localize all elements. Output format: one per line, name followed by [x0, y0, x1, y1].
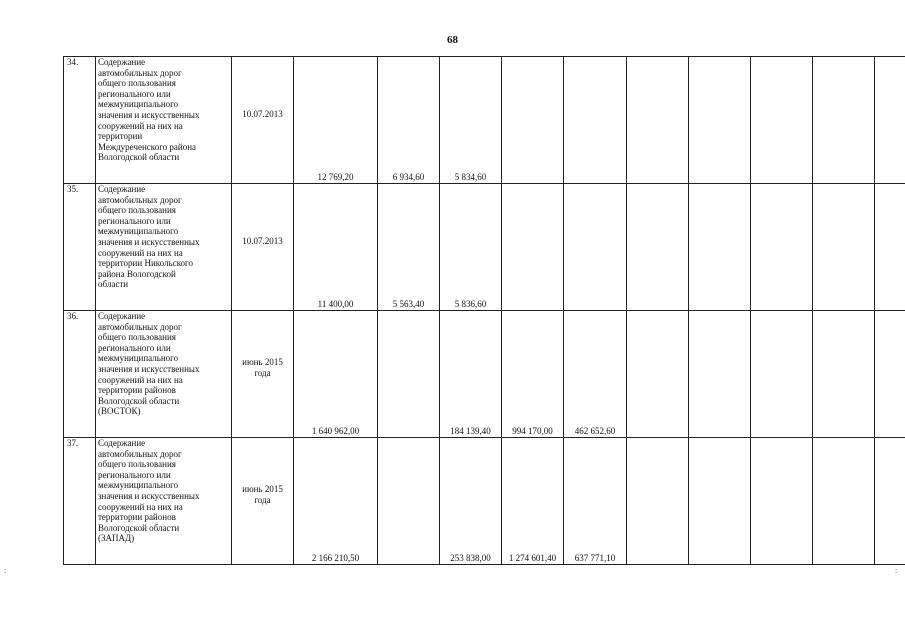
value-cell [813, 311, 875, 438]
value-cell [813, 57, 875, 184]
value-cell [751, 438, 813, 565]
value-cell [627, 184, 689, 311]
value-cell [751, 57, 813, 184]
value-cell: 11 400,00 [294, 184, 378, 311]
table-row [64, 438, 905, 565]
row-name-cell [96, 184, 232, 311]
value-cell: 253 838,00 [440, 438, 502, 565]
row-date: 10.07.2013 [242, 235, 283, 246]
row-name-cell [96, 311, 232, 438]
row-number: 37. [64, 438, 96, 565]
row-number: 34. [64, 57, 96, 184]
value-cell: 5 836,60 [440, 184, 502, 311]
row-name: Содержание автомобильных дорог общего пользования регионального или межмуниципального значения и искусственных сооружений на них на территории районов Вологодской области (ВОСТОК) [98, 311, 200, 417]
budget-table [63, 56, 905, 565]
scan-edge-mark-right: : [895, 566, 898, 575]
value-cell [689, 57, 751, 184]
value-cell: 994 170,00 [502, 311, 564, 438]
row-name: Содержание автомобильных дорог общего пользования регионального или межмуниципального значения и искусственных сооружений на них на территории Никольского района Вологодской области [98, 184, 200, 290]
row-date-cell [232, 57, 294, 184]
value-cell: 6 934,60 [378, 57, 440, 184]
row-name: Содержание автомобильных дорог общего пользования регионального или межмуниципального значения и искусственных сооружений на них на территории Междуреченского района Вологодской области [98, 57, 200, 163]
value-cell [813, 184, 875, 311]
value-cell [627, 438, 689, 565]
value-cell: 1 274 601,40 [502, 438, 564, 565]
value-cell [689, 311, 751, 438]
value-cell [689, 438, 751, 565]
value-cell: 184 139,40 [440, 311, 502, 438]
row-date: июнь 2015 года [242, 357, 283, 378]
value-cell [813, 438, 875, 565]
row-number: 36. [64, 311, 96, 438]
value-cell [378, 438, 440, 565]
value-cell [564, 184, 627, 311]
row-date: 10.07.2013 [242, 108, 283, 119]
value-cell [627, 311, 689, 438]
scan-edge-mark-left: : [4, 566, 7, 575]
value-cell [378, 311, 440, 438]
value-cell: 5 834,60 [440, 57, 502, 184]
row-date-cell [232, 438, 294, 565]
row-name-cell [96, 438, 232, 565]
row-date-cell [232, 311, 294, 438]
row-name-cell [96, 57, 232, 184]
value-cell [502, 57, 564, 184]
value-cell: 1 640 962,00 [294, 311, 378, 438]
row-date-cell [232, 184, 294, 311]
value-cell [875, 438, 905, 565]
value-cell [875, 184, 905, 311]
table-row [64, 184, 905, 311]
value-cell [564, 57, 627, 184]
row-number: 35. [64, 184, 96, 311]
row-date: июнь 2015 года [242, 484, 283, 505]
value-cell [875, 311, 905, 438]
value-cell [689, 184, 751, 311]
value-cell [502, 184, 564, 311]
value-cell: 12 769,20 [294, 57, 378, 184]
row-name: Содержание автомобильных дорог общего пользования регионального или межмуниципального значения и искусственных сооружений на них на территории районов Вологодской области (ЗАПАД) [98, 438, 200, 544]
table-row [64, 57, 905, 184]
value-cell: 5 563,40 [378, 184, 440, 311]
value-cell [751, 184, 813, 311]
value-cell: 2 166 210,50 [294, 438, 378, 565]
page-number: 68 [447, 34, 458, 46]
value-cell: 462 652,60 [564, 311, 627, 438]
table-row [64, 311, 905, 438]
value-cell [627, 57, 689, 184]
value-cell [751, 311, 813, 438]
value-cell: 637 771,10 [564, 438, 627, 565]
value-cell [875, 57, 905, 184]
